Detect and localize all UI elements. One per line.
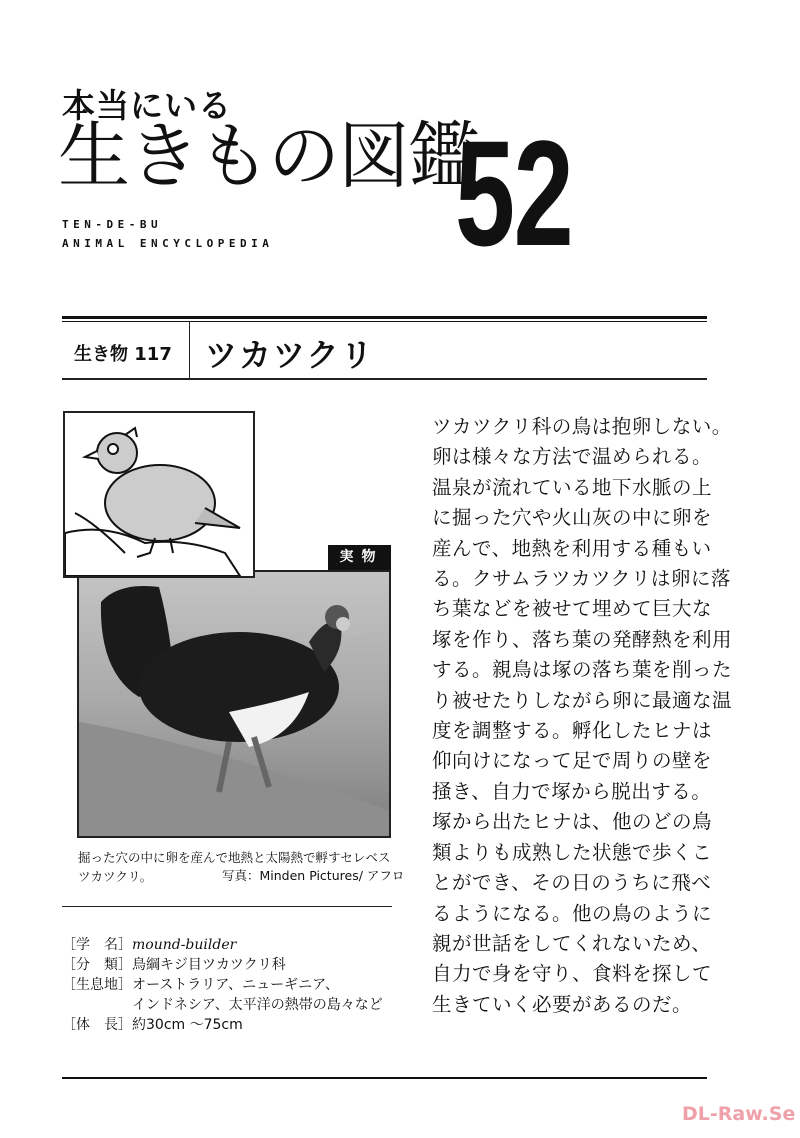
spec-key: ［分 類］ [62,957,132,973]
spec-row-classification [62,955,383,975]
maleo-photo-icon [79,572,391,838]
body-line: 親が世話をしてくれないため、 [432,931,712,955]
body-line: るようになる。他の鳥のように [432,901,713,925]
body-line: 度を調整する。孵化したヒナは [432,719,713,743]
spec-value: インドネシア、太平洋の熱帯の島々など [132,997,383,1013]
bird-drawing-icon [65,413,253,576]
photo-credit: 写真：Minden Pictures/ アフロ [222,868,405,883]
body-line: 類よりも成熟した状態で歩くこ [432,840,713,864]
body-line: 温泉が流れている地下水脈の上 [432,475,713,499]
spec-key: ［生息地］ [62,977,132,993]
watermark: DL-Raw.Se [682,1103,796,1125]
series-subtitle: 本当にいる [62,86,232,125]
spec-key: ［学 名］ [62,937,132,953]
body-line: とができ、その日のうちに飛べ [432,871,712,895]
body-text [432,412,733,1020]
spec-row-length [62,1015,383,1035]
photo-caption: 掘った穴の中に卵を産んで地熱と太陽熱で孵すセレベスツカツクリ。 [78,850,391,884]
body-line: り被せたりしながら卵に最適な温 [432,688,733,712]
spec-row-scientific-name [62,935,383,955]
bird-illustration [63,411,255,578]
entry-number: 生き物 117 [74,344,172,365]
body-line: 塚から出たヒナは、他のどの鳥 [432,810,713,834]
body-line: ツカツクリ科の鳥は抱卵しない。 [432,415,732,438]
body-line: ち葉などを被せて埋めて巨大な [432,597,713,621]
body-line: 生きていく必要があるのだ。 [432,992,693,1016]
spec-value: オーストラリア、ニューギニア、 [132,977,340,993]
divider [62,906,392,907]
entry-name: ツカツクリ [205,336,375,374]
english-subtitle-2: ANIMAL ENCYCLOPEDIA [62,237,274,250]
species-specs [62,935,383,1035]
spec-row-habitat-cont [62,995,383,1015]
body-line: に掘った穴や火山灰の中に卵を [432,506,713,530]
spec-value: 鳥綱キジ目ツカツクリ科 [132,957,286,973]
body-line: 自力で身を守り、食料を探して [432,962,713,986]
divider [189,322,190,379]
spec-value: mound-builder [132,937,237,953]
spec-key: ［体 長］ [62,1017,132,1033]
body-line: 産んで、地熱を利用する種もい [432,536,712,560]
divider [62,316,707,319]
spec-value: 約30cm ～75cm [132,1017,243,1033]
divider [62,378,707,380]
spec-row-habitat [62,975,383,995]
divider [62,321,707,322]
spec-key [62,995,132,1015]
body-line: 掻き、自力で塚から脱出する。 [432,779,712,803]
divider [62,1077,707,1079]
series-title: 生きもの図鑑 [58,114,479,198]
body-line: 塚を作り、落ち葉の発酵熱を利用 [432,627,733,651]
body-line: する。親鳥は塚の落ち葉を削った [432,658,733,682]
body-line: る。クサムラツカツクリは卵に落 [432,567,731,591]
english-subtitle-1: TEN-DE-BU [62,218,163,231]
photo-bird [77,570,391,838]
volume-number: 52 [455,109,573,277]
body-line: 仰向けになって足で周りの壁を [432,749,713,773]
body-line: 卵は様々な方法で温められる。 [432,445,713,469]
photo-tag: 実物 [328,545,391,570]
